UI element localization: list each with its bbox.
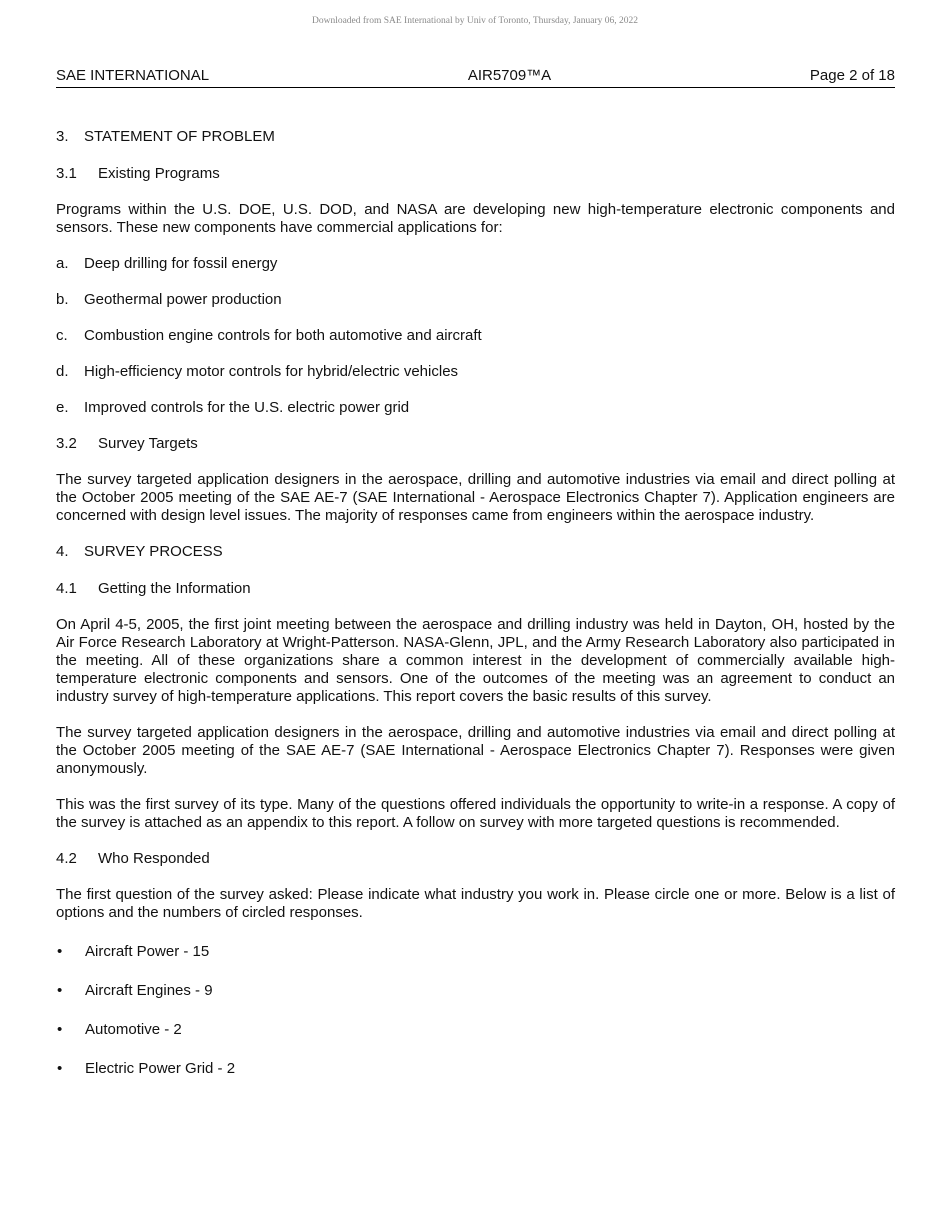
list-item	[56, 291, 895, 309]
header-page-number: Page 2 of 18	[809, 67, 895, 84]
list-item	[56, 943, 895, 961]
section-number: 4.	[56, 543, 69, 560]
list-item-text: Aircraft Engines - 9	[85, 982, 213, 999]
paragraph-getting-information-1: On April 4-5, 2005, the first joint meeting between the aerospace and drilling industry was held in Dayton, OH, hosted by the Air Force Research Laboratory at Wright-Patterson. NASA-Glenn, JPL, and the Army Research Laboratory also participated in the meeting. All of these organizations share a common interest in the development of commercially available high-temperature electronic components and sensors. One of the outcomes of the meeting was an agreement to conduct an industry survey of high-temperature applications. This report covers the basic results of this survey.	[56, 616, 895, 705]
subsection-number: 3.2	[56, 435, 77, 452]
section-3-1-heading	[56, 165, 895, 183]
paragraph-who-responded: The first question of the survey asked: Please indicate what industry you work in. Please circle one or more. Below is a list of options and the numbers of circled responses.	[56, 886, 895, 921]
list-item	[56, 255, 895, 273]
bullet-marker: •	[57, 943, 63, 960]
list-item-text: Improved controls for the U.S. electric power grid	[84, 399, 410, 416]
list-item-text: Deep drilling for fossil energy	[84, 255, 278, 272]
download-watermark: Downloaded from SAE International by Univ of Toronto, Thursday, January 06, 2022	[311, 16, 639, 26]
application-list	[56, 255, 895, 417]
paragraph-survey-targets: The survey targeted application designers in the aerospace, drilling and automotive industries via email and direct polling at the October 2005 meeting of the SAE AE-7 (SAE International - Aerospace Electronics Chapter 7). Application engineers are concerned with design level issues. The majority of responses came from engineers within the aerospace industry.	[56, 471, 895, 524]
list-item-text: Geothermal power production	[84, 291, 282, 308]
list-item	[56, 399, 895, 417]
list-item-text: High-efficiency motor controls for hybrid/electric vehicles	[84, 363, 459, 380]
document-body	[56, 128, 895, 1099]
section-4-heading	[56, 543, 895, 561]
section-3-2-heading	[56, 435, 895, 453]
section-3-heading	[56, 128, 895, 146]
subsection-title: Getting the Information	[98, 580, 251, 597]
header-organization: SAE INTERNATIONAL	[56, 67, 210, 84]
list-marker: c.	[56, 327, 68, 344]
section-4-1-heading	[56, 580, 895, 598]
industry-response-list	[56, 943, 895, 1078]
list-item-text: Electric Power Grid - 2	[85, 1060, 236, 1077]
list-item	[56, 363, 895, 381]
list-item	[56, 982, 895, 1000]
section-title: STATEMENT OF PROBLEM	[84, 128, 275, 145]
list-item-text: Aircraft Power - 15	[85, 943, 210, 960]
subsection-title: Who Responded	[98, 850, 210, 867]
list-item-text: Combustion engine controls for both automotive and aircraft	[84, 327, 482, 344]
list-item-text: Automotive - 2	[85, 1021, 182, 1038]
bullet-marker: •	[57, 1060, 63, 1077]
list-marker: d.	[56, 363, 69, 380]
list-item	[56, 327, 895, 345]
paragraph-getting-information-3: This was the first survey of its type. Many of the questions offered individuals the opportunity to write-in a response. A copy of the survey is attached as an appendix to this report. A follow on survey with more targeted questions is recommended.	[56, 796, 895, 831]
subsection-title: Survey Targets	[98, 435, 198, 452]
paragraph-getting-information-2: The survey targeted application designers in the aerospace, drilling and automotive industries via email and direct polling at the October 2005 meeting of the SAE AE-7 (SAE International - Aerospace Electronics Chapter 7). Responses were given anonymously.	[56, 724, 895, 777]
section-title: SURVEY PROCESS	[84, 543, 223, 560]
subsection-title: Existing Programs	[98, 165, 220, 182]
bullet-marker: •	[57, 1021, 63, 1038]
subsection-number: 4.1	[56, 580, 77, 597]
list-item	[56, 1021, 895, 1039]
bullet-marker: •	[57, 982, 63, 999]
page-header	[56, 67, 895, 88]
list-marker: a.	[56, 255, 69, 272]
section-number: 3.	[56, 128, 69, 145]
list-marker: e.	[56, 399, 69, 416]
list-item	[56, 1060, 895, 1078]
subsection-number: 4.2	[56, 850, 77, 867]
subsection-number: 3.1	[56, 165, 77, 182]
section-4-2-heading	[56, 850, 895, 868]
list-marker: b.	[56, 291, 69, 308]
paragraph-existing-programs: Programs within the U.S. DOE, U.S. DOD, and NASA are developing new high-temperature electronic components and sensors. These new components have commercial applications for:	[56, 201, 895, 236]
header-document-id: AIR5709™A	[467, 67, 552, 84]
